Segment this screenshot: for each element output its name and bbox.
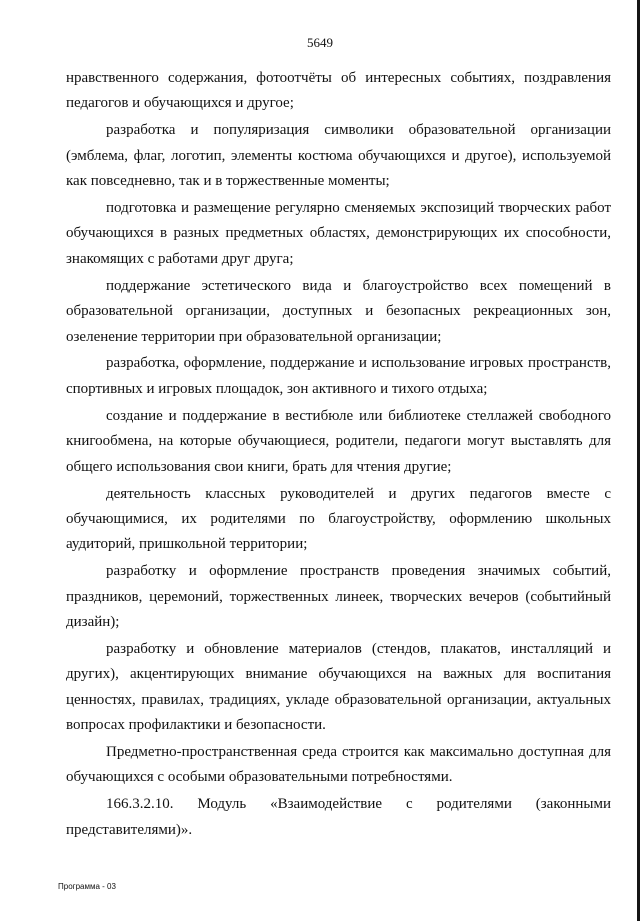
paragraph: Предметно-пространственная среда строится как максимально доступная для обучающихся с особыми образовательными потребностями. xyxy=(66,744,611,786)
module-heading-paragraph: 166.3.2.10. Модуль «Взаимодействие с родителями (законными представителями)». xyxy=(66,796,611,838)
paragraph: создание и поддержание в вестибюле или библиотеке стеллажей свободного книгообмена, на которые обучающиеся, родители, педагоги могут выставлять для общего использования свои книги, брать для чтения другие; xyxy=(66,407,611,475)
paragraph: поддержание эстетического вида и благоустройство всех помещений в образовательной организации, доступных и безопасных рекреационных зон, озеленение территории при образовательной организации; xyxy=(66,277,611,345)
paragraph: подготовка и размещение регулярно сменяемых экспозиций творческих работ обучающихся в разных предметных областях, демонстрирующих их способности, знакомящих с работами друг друга; xyxy=(66,200,611,267)
footer-program-label: Программа - 03 xyxy=(58,882,116,891)
page-number: 5649 xyxy=(307,35,333,50)
paragraph: разработка, оформление, поддержание и использование игровых пространств, спортивных и игровых площадок, зон активного и тихого отдыха; xyxy=(66,355,611,397)
paragraph: разработка и популяризация символики образовательной организации (эмблема, флаг, логотип, элементы костюма обучающихся и другое), используемой как повседневно, так и в торжественные моменты; xyxy=(66,122,611,190)
document-body xyxy=(66,66,611,843)
paragraph: разработку и оформление пространств проведения значимых событий, праздников, церемоний, торжественных линеек, творческих вечеров (событийный дизайн); xyxy=(66,563,611,631)
paragraph: деятельность классных руководителей и других педагогов вместе с обучающимися, их родителями по благоустройству, оформлению школьных аудиторий, пришкольной территории; xyxy=(66,485,611,553)
paragraph: разработку и обновление материалов (стендов, плакатов, инсталляций и других), акцентирующих внимание обучающихся на важных для воспитания ценностях, правилах, традициях, укладе образовательной организации, актуальных вопросах профилактики и безопасности. xyxy=(66,640,611,734)
paragraph: нравственного содержания, фотоотчёты об интересных событиях, поздравления педагогов и обучающихся и другое; xyxy=(66,70,611,112)
